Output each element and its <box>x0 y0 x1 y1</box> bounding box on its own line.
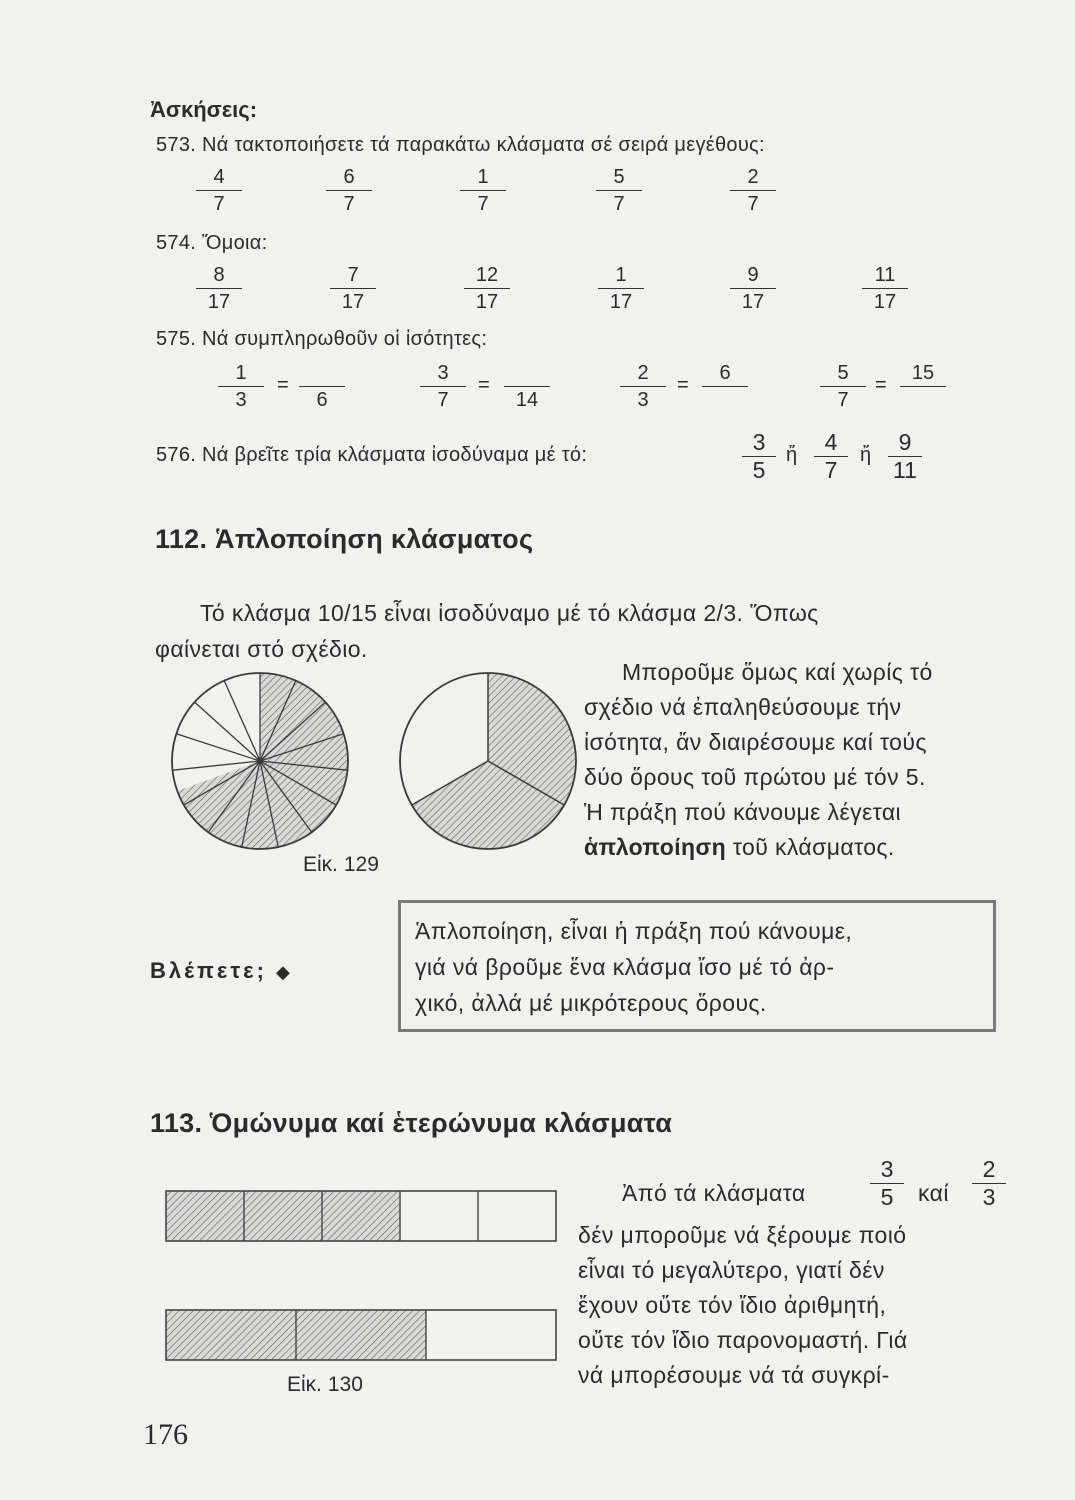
exercise-576-text: 576. Νά βρεῖτε τρία κλάσματα ἰσοδύναμα μέ τό: <box>156 444 588 466</box>
fraction: $\frac{11}{17}$ <box>862 264 908 313</box>
para-line: οὔτε τόν ἴδιο παρονομαστή. Γιά <box>578 1327 908 1353</box>
fraction-2-3: 2 3 <box>972 1157 1006 1210</box>
fraction-3-5: 3 5 <box>870 1157 904 1210</box>
para-line: σχέδιο νά ἐπαληθεύσουμε τήν <box>584 694 902 720</box>
equals-sign: = <box>478 374 490 396</box>
para-line: Μποροῦμε ὅμως καί χωρίς τό <box>622 659 933 685</box>
para-line: δύο ὅρους τοῦ πρώτου μέ τόν 5. <box>584 764 926 790</box>
fraction: 6 <box>299 362 345 411</box>
para-line: ἰσότητα, ἄν διαιρέσουμε καί τούς <box>584 729 927 755</box>
fraction: 15 <box>900 362 946 411</box>
fraction: $\frac{6}{7}$ <box>326 166 372 215</box>
exercise-574-text: 574. Ὅμοια: <box>156 232 268 254</box>
or-word: ἤ <box>860 444 872 466</box>
section-113-title: 113. Ὁμώνυμα καί ἑτερώνυμα κλάσματα <box>150 1108 673 1138</box>
page-number: 176 <box>143 1418 188 1451</box>
circle-fifteenths <box>172 673 348 849</box>
equals-sign: = <box>277 374 289 396</box>
section-112-para2 <box>584 655 1014 865</box>
fraction: 9 11 <box>888 430 922 483</box>
fraction: $\frac{8}{17}$ <box>196 264 242 313</box>
fraction: 3 5 <box>742 430 776 483</box>
fraction: $\frac{9}{17}$ <box>730 264 776 313</box>
figure-130 <box>165 1190 560 1365</box>
equals-sign: = <box>677 374 689 396</box>
fraction: $\frac{4}{7}$ <box>196 166 242 215</box>
exercises-heading: Ἀσκήσεις: <box>150 97 258 122</box>
see-label: Βλέπετε; ◆ <box>150 958 293 983</box>
fraction: $\frac{3}{7}$ <box>420 362 466 411</box>
box-line: γιά νά βροῦμε ἕνα κλάσμα ἴσο μέ τό ἀρ- <box>415 954 835 980</box>
equals-sign: = <box>875 374 887 396</box>
para-line: ἔχουν οὔτε τόν ἴδιο ἀριθμητή, <box>578 1292 887 1318</box>
figure-129 <box>170 668 580 858</box>
fraction: $\frac{12}{17}$ <box>464 264 510 313</box>
fraction: $\frac{5}{7}$ <box>820 362 866 411</box>
figure-130-caption: Εἰκ. 130 <box>287 1373 363 1396</box>
fraction: $\frac{5}{7}$ <box>596 166 642 215</box>
section-113-paragraph <box>578 1218 1008 1393</box>
section-112-title: 112. Ἁπλοποίηση κλάσματος <box>155 524 534 554</box>
bar-fifths <box>166 1191 556 1241</box>
section-112-para1-line1: Τό κλάσμα 10/15 εἶναι ἰσοδύναμο μέ τό κλάσμα 2/3. Ὅπως <box>200 600 819 626</box>
exercise-575-text: 575. Νά συμπληρωθοῦν οἱ ἰσότητες: <box>156 328 488 350</box>
para-line: δέν μποροῦμε νά ξέρουμε ποιό <box>578 1222 907 1248</box>
para-line: εἶναι τό μεγαλύτερο, γιατί δέν <box>578 1257 885 1283</box>
fraction: $\frac{7}{17}$ <box>330 264 376 313</box>
para-line: Ἡ πράξη πού κάνουμε λέγεται <box>584 799 902 825</box>
term-bold: ἁπλοποίηση <box>584 834 727 860</box>
box-line: χικό, ἀλλά μέ μικρότερους ὅρους. <box>415 990 767 1016</box>
section-113-line1-pre: Ἀπό τά κλάσματα <box>622 1180 806 1206</box>
circle-thirds <box>400 673 576 849</box>
or-word: ἤ <box>786 444 798 466</box>
fraction: 14 <box>504 362 550 411</box>
fraction: $\frac{1}{3}$ <box>218 362 264 411</box>
diamond-icon: ◆ <box>276 962 293 982</box>
fraction: $\frac{1}{7}$ <box>460 166 506 215</box>
para-line: νά μπορέσουμε νά τά συγκρί- <box>578 1362 890 1388</box>
section-112-para1-line2: φαίνεται στό σχέδιο. <box>155 636 368 662</box>
box-line: Ἁπλοποίηση, εἶναι ἡ πράξη πού κάνουμε, <box>415 918 853 944</box>
definition-box <box>398 900 996 1032</box>
fraction: 6 <box>702 362 748 411</box>
figure-129-caption: Εἰκ. 129 <box>303 853 379 876</box>
fraction: $\frac{2}{3}$ <box>620 362 666 411</box>
fraction: $\frac{2}{7}$ <box>730 166 776 215</box>
fraction: $\frac{1}{17}$ <box>598 264 644 313</box>
section-113-line1-and: καί <box>918 1180 949 1206</box>
para-line-last: ἁπλοποίηση τοῦ κλάσματος. <box>584 834 895 860</box>
bar-thirds <box>166 1310 556 1360</box>
exercise-573-text: 573. Νά τακτοποιήσετε τά παρακάτω κλάσματα σέ σειρά μεγέθους: <box>156 134 765 156</box>
fraction: 4 7 <box>814 430 848 483</box>
